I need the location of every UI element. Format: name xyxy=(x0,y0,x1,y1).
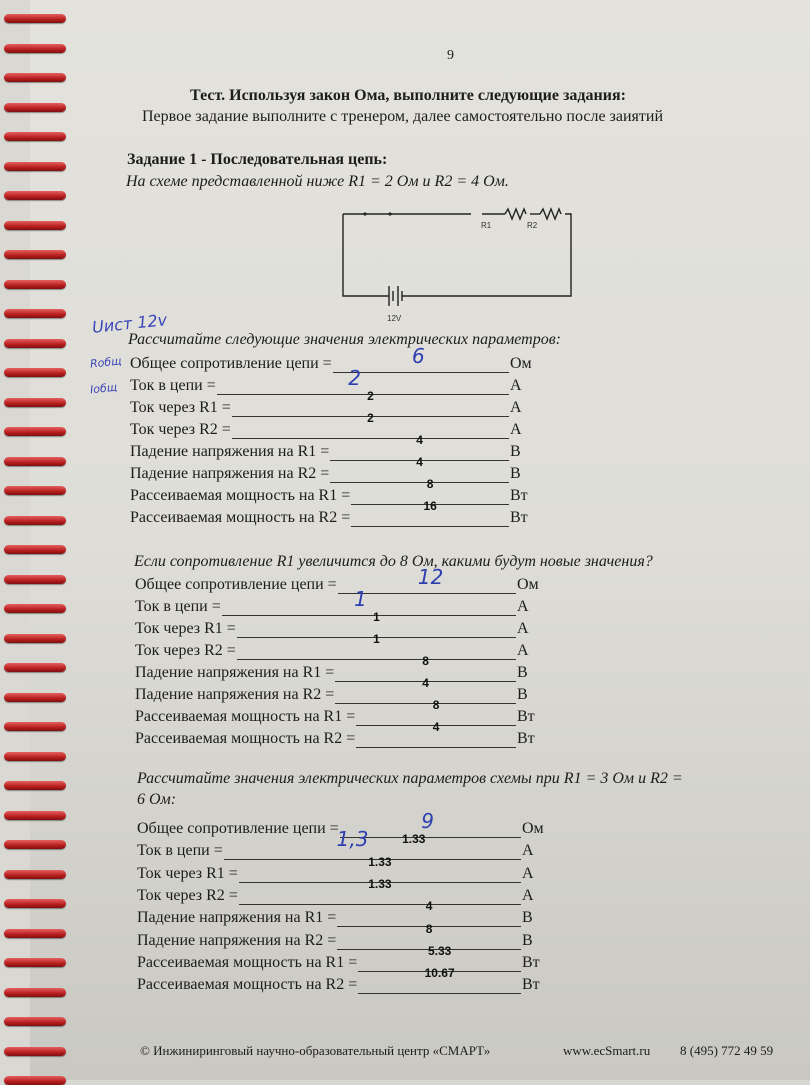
binding-ring xyxy=(4,781,66,790)
printed-answer: 8 xyxy=(426,477,434,491)
printed-answer: 4 xyxy=(422,676,429,690)
binding-ring xyxy=(4,604,66,613)
printed-answer: 1.33 xyxy=(368,854,392,869)
row-label: Рассеиваемая мощность на R1 = xyxy=(137,953,358,971)
binding-ring xyxy=(4,693,66,702)
binding-ring xyxy=(4,73,66,82)
binding-ring xyxy=(4,1047,66,1056)
answer-row xyxy=(137,966,540,994)
answer-line xyxy=(351,499,509,527)
printed-answer: 16 xyxy=(423,499,437,513)
row-unit: А xyxy=(517,642,529,659)
row-unit: А xyxy=(522,886,534,904)
r1-label: R1 xyxy=(481,221,492,230)
footer-phone: 8 (495) 772 49 59 xyxy=(680,1043,774,1058)
r2-label: R2 xyxy=(527,221,538,230)
row-label: Ток в цепи = xyxy=(135,598,221,615)
row-unit: Вт xyxy=(522,953,540,971)
binding-ring xyxy=(4,339,66,348)
section3-prompt-line2: 6 Ом: xyxy=(137,791,177,808)
test-subtitle: Первое задание выполните с тренером, далее самостоятельно после заиятий xyxy=(142,108,663,125)
row-unit: Ом xyxy=(517,576,539,593)
row-label: Ток в цепи = xyxy=(137,842,223,860)
spiral-binding xyxy=(0,0,70,1080)
binding-ring xyxy=(4,958,66,967)
binding-ring xyxy=(4,368,66,377)
binding-ring xyxy=(4,309,66,318)
row-unit: Вт xyxy=(517,730,535,747)
printed-answer: 8 xyxy=(422,654,429,668)
handwritten-answer: 1,3 xyxy=(336,827,369,852)
printed-answer: 4 xyxy=(416,455,423,469)
page-number: 9 xyxy=(447,48,454,63)
row-label: Ток через R1 = xyxy=(137,864,238,882)
printed-answer: 1.33 xyxy=(402,832,426,847)
battery-label: 12V xyxy=(387,314,402,323)
row-label: Рассеиваемая мощность на R1 = xyxy=(130,487,351,504)
answer-line xyxy=(356,720,516,748)
answer-line xyxy=(358,966,521,994)
row-label: Падение напряжения на R2 = xyxy=(137,931,337,949)
printed-answer: 2 xyxy=(367,411,374,425)
binding-ring xyxy=(4,722,66,731)
binding-ring xyxy=(4,44,66,53)
row-unit: А xyxy=(522,842,534,860)
row-unit: Вт xyxy=(517,708,535,725)
row-unit: Ом xyxy=(522,820,544,837)
binding-ring xyxy=(4,988,66,997)
printed-answer: 2 xyxy=(367,389,374,403)
row-label: Ток через R1 = xyxy=(130,399,231,416)
row-unit: В xyxy=(510,465,521,482)
handwritten-answer: 12 xyxy=(417,565,444,589)
binding-ring xyxy=(4,191,66,200)
row-label: Падение напряжения на R1 = xyxy=(130,443,330,460)
printed-answer: 1.33 xyxy=(368,876,392,891)
row-label: Ток через R2 = xyxy=(135,642,236,659)
printed-answer: 1 xyxy=(373,632,380,646)
binding-ring xyxy=(4,14,66,23)
series-circuit-diagram xyxy=(335,200,580,325)
printed-answer: 10.67 xyxy=(424,966,455,981)
row-label: Падение напряжения на R2 = xyxy=(130,465,330,482)
binding-ring xyxy=(4,575,66,584)
printed-answer: 4 xyxy=(425,899,433,914)
binding-ring xyxy=(4,1017,66,1026)
binding-ring xyxy=(4,929,66,938)
binding-ring xyxy=(4,457,66,466)
binding-ring xyxy=(4,162,66,171)
answer-row xyxy=(135,565,539,594)
task1-heading: Задание 1 - Последовательная цепь: xyxy=(127,151,388,168)
printed-answer: 4 xyxy=(416,433,423,447)
binding-ring xyxy=(4,486,66,495)
printed-answer: 4 xyxy=(432,720,440,734)
printed-answer: 1 xyxy=(373,610,380,624)
footer-center: © Инжиниринговый научно-образовательный центр «СМАРТ» xyxy=(140,1043,491,1058)
row-label: Ток через R2 = xyxy=(130,421,231,438)
section2-prompt: Если сопротивление R1 увеличится до 8 Ом, какими будут новые значения? xyxy=(134,553,653,570)
binding-ring xyxy=(4,398,66,407)
binding-ring xyxy=(4,634,66,643)
binding-ring xyxy=(4,280,66,289)
row-unit: В xyxy=(522,931,533,949)
binding-ring xyxy=(4,899,66,908)
row-unit: В xyxy=(517,686,528,703)
row-unit: В xyxy=(510,443,521,460)
handwritten-i-note: Iобщ xyxy=(89,380,118,397)
printed-answer: 8 xyxy=(432,698,440,712)
printed-answer: 5.33 xyxy=(427,943,452,958)
row-unit: А xyxy=(522,864,534,882)
binding-ring xyxy=(4,870,66,879)
resistor-r2 xyxy=(540,209,561,219)
row-label: Рассеиваемая мощность на R2 = xyxy=(130,509,351,526)
row-unit: Ом xyxy=(510,355,532,372)
handwritten-source-note: Uист 12v xyxy=(91,310,168,337)
printed-answer: 8 xyxy=(425,921,433,936)
binding-ring xyxy=(4,663,66,672)
section1-prompt: Рассчитайте следующие значения электрических параметров: xyxy=(128,331,561,348)
row-unit: А xyxy=(510,421,522,438)
row-label: Падение напряжения на R1 = xyxy=(135,664,335,681)
row-unit: Вт xyxy=(522,976,540,994)
handwritten-answer: 9 xyxy=(421,809,435,833)
task1-condition: На схеме представленной ниже R1 = 2 Ом и R2 = 4 Ом. xyxy=(126,173,509,190)
binding-ring xyxy=(4,250,66,259)
handwritten-answer: 2 xyxy=(348,366,361,390)
handwritten-r-note: Rобщ xyxy=(89,354,123,371)
row-unit: А xyxy=(517,620,529,637)
row-unit: В xyxy=(517,664,528,681)
row-unit: А xyxy=(510,399,522,416)
handwritten-answer: 1 xyxy=(354,587,367,611)
section3-prompt-line1: Рассчитайте значения электрических параметров схемы при R1 = 3 Ом и R2 = xyxy=(137,770,683,787)
row-label: Падение напряжения на R2 = xyxy=(135,686,335,703)
footer-site: www.ecSmart.ru xyxy=(563,1043,651,1058)
binding-ring xyxy=(4,545,66,554)
row-label: Ток через R2 = xyxy=(137,886,238,904)
handwritten-answer: 6 xyxy=(412,344,425,368)
binding-ring xyxy=(4,840,66,849)
binding-ring xyxy=(4,103,66,112)
binding-ring xyxy=(4,752,66,761)
binding-ring xyxy=(4,1076,66,1085)
row-label: Рассеиваемая мощность на R2 = xyxy=(137,976,358,994)
row-label: Общее сопротивление цепи = xyxy=(137,820,339,837)
row-label: Рассеиваемая мощность на R2 = xyxy=(135,730,356,747)
row-label: Общее сопротивление цепи = xyxy=(130,355,332,372)
row-unit: Вт xyxy=(510,487,528,504)
row-unit: А xyxy=(510,377,522,394)
row-label: Ток через R1 = xyxy=(135,620,236,637)
binding-ring xyxy=(4,516,66,525)
answer-row xyxy=(130,499,528,527)
row-unit: А xyxy=(517,598,529,615)
row-label: Рассеиваемая мощность на R1 = xyxy=(135,708,356,725)
answer-row xyxy=(135,720,535,748)
row-unit: Вт xyxy=(510,509,528,526)
row-label: Ток в цепи = xyxy=(130,377,216,394)
answer-row xyxy=(130,344,532,373)
binding-ring xyxy=(4,427,66,436)
binding-ring xyxy=(4,811,66,820)
row-label: Общее сопротивление цепи = xyxy=(135,576,337,593)
resistor-r1 xyxy=(505,209,526,219)
test-title: Тест. Используя закон Ома, выполните следующие задания: xyxy=(190,87,626,104)
binding-ring xyxy=(4,132,66,141)
row-label: Падение напряжения на R1 = xyxy=(137,909,337,927)
row-unit: В xyxy=(522,909,533,927)
binding-ring xyxy=(4,221,66,230)
